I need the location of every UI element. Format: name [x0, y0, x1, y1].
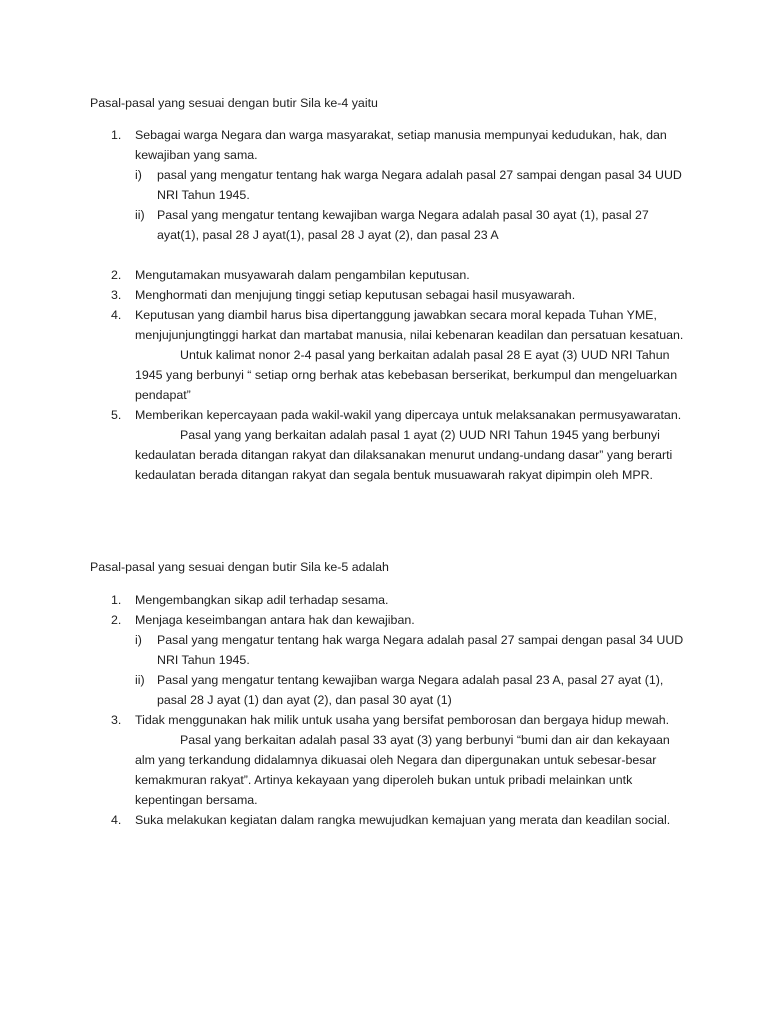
- item-text: Mengutamakan musyawarah dalam pengambilan keputusan.: [135, 268, 470, 282]
- item-text: Memberikan kepercayaan pada wakil-wakil yang dipercaya untuk melaksanakan permusyawaratan.: [135, 408, 682, 422]
- section-2-list: [0, 590, 768, 830]
- item-paragraph: Pasal yang yang berkaitan adalah pasal 1 ayat (2) UUD NRI Tahun 1945 yang berbunyi kedaulatan berada ditangan rakyat dan dilaksanakan menurut undang-undang dasar” yang berarti kedaulatan berada ditangan rakyat dan segala bentuk musuawarah rakyat dipimpin oleh MPR.: [135, 428, 673, 482]
- sub-item-text: Pasal yang mengatur tentang kewajiban warga Negara adalah pasal 23 A, pasal 27 ayat (1), pasal 28 J ayat (1) dan ayat (2), dan pasal 30 ayat (1): [157, 673, 664, 707]
- list-item: [0, 610, 685, 710]
- item-number: 4.: [111, 813, 122, 827]
- list-item: [0, 710, 685, 810]
- sub-list-item: [135, 670, 685, 710]
- item-text: Menjaga keseimbangan antara hak dan kewajiban.: [135, 613, 415, 627]
- sub-item-number: ii): [135, 673, 145, 687]
- item-text: Mengembangkan sikap adil terhadap sesama.: [135, 593, 389, 607]
- item-number: 1.: [111, 593, 122, 607]
- list-item: [0, 405, 685, 485]
- sub-item-text: Pasal yang mengatur tentang hak warga Negara adalah pasal 27 sampai dengan pasal 34 UUD NRI Tahun 1945.: [157, 633, 684, 667]
- item-text: Menghormati dan menjujung tinggi setiap keputusan sebagai hasil musyawarah.: [135, 288, 576, 302]
- item-number: 1.: [111, 128, 122, 142]
- sub-list-item: [135, 205, 685, 245]
- sub-item-number: i): [135, 168, 142, 182]
- list-item: [0, 590, 685, 610]
- item-text: Sebagai warga Negara dan warga masyarakat, setiap manusia mempunyai kedudukan, hak, dan kewajiban yang sama.: [135, 128, 667, 162]
- item-paragraph: Untuk kalimat nonor 2-4 pasal yang berkaitan adalah pasal 28 E ayat (3) UUD NRI Tahun 1945 yang berbunyi “ setiap orng berhak atas kebebasan berserikat, berkumpul dan mengeluarkan pendapat”: [135, 348, 678, 402]
- sub-item-text: pasal yang mengatur tentang hak warga Negara adalah pasal 27 sampai dengan pasal 34 UUD NRI Tahun 1945.: [157, 168, 682, 202]
- item-number: 3.: [111, 288, 122, 302]
- list-item: [0, 125, 685, 265]
- item-number: 4.: [111, 308, 122, 322]
- item-number: 2.: [111, 268, 122, 282]
- section-2-heading: Pasal-pasal yang sesuai dengan butir Sila ke-5 adalah: [90, 560, 389, 574]
- list-item: [0, 285, 685, 305]
- sub-item-text: Pasal yang mengatur tentang kewajiban warga Negara adalah pasal 30 ayat (1), pasal 27 ayat(1), pasal 28 J ayat(1), pasal 28 J ayat (2), dan pasal 23 A: [157, 208, 649, 242]
- spacer: [135, 245, 685, 265]
- item-number: 2.: [111, 613, 122, 627]
- item-text: Tidak menggunakan hak milik untuk usaha yang bersifat pemborosan dan bergaya hidup mewah.: [135, 713, 670, 727]
- list-item: [0, 305, 685, 405]
- sub-item-number: i): [135, 633, 142, 647]
- sub-list: [135, 630, 685, 710]
- item-text: Suka melakukan kegiatan dalam rangka mewujudkan kemajuan yang merata dan keadilan social.: [135, 813, 671, 827]
- sub-list-item: [135, 630, 685, 670]
- sub-list-item: [135, 165, 685, 205]
- item-paragraph: Pasal yang berkaitan adalah pasal 33 ayat (3) yang berbunyi “bumi dan air dan kekayaan alm yang terkandung didalamnya dikuasai oleh Negara dan dipergunakan untuk sebesar-besar kemakmuran rakyat”. Artinya kekayaan yang diperoleh bukan untuk pribadi melainkan untk kepentingan bersama.: [135, 733, 670, 807]
- sub-item-number: ii): [135, 208, 145, 222]
- item-number: 5.: [111, 408, 122, 422]
- item-text: Keputusan yang diambil harus bisa dipertanggung jawabkan secara moral kepada Tuhan YME, menjujunjungtinggi harkat dan martabat manusia, nilai kebenaran keadilan dan persatuan kesatuan.: [135, 308, 684, 342]
- section-1-heading: Pasal-pasal yang sesuai dengan butir Sila ke-4 yaitu: [90, 96, 378, 110]
- item-number: 3.: [111, 713, 122, 727]
- list-item: [0, 265, 685, 285]
- sub-list: [135, 165, 685, 245]
- section-1-list: [0, 125, 768, 485]
- list-item: [0, 810, 685, 830]
